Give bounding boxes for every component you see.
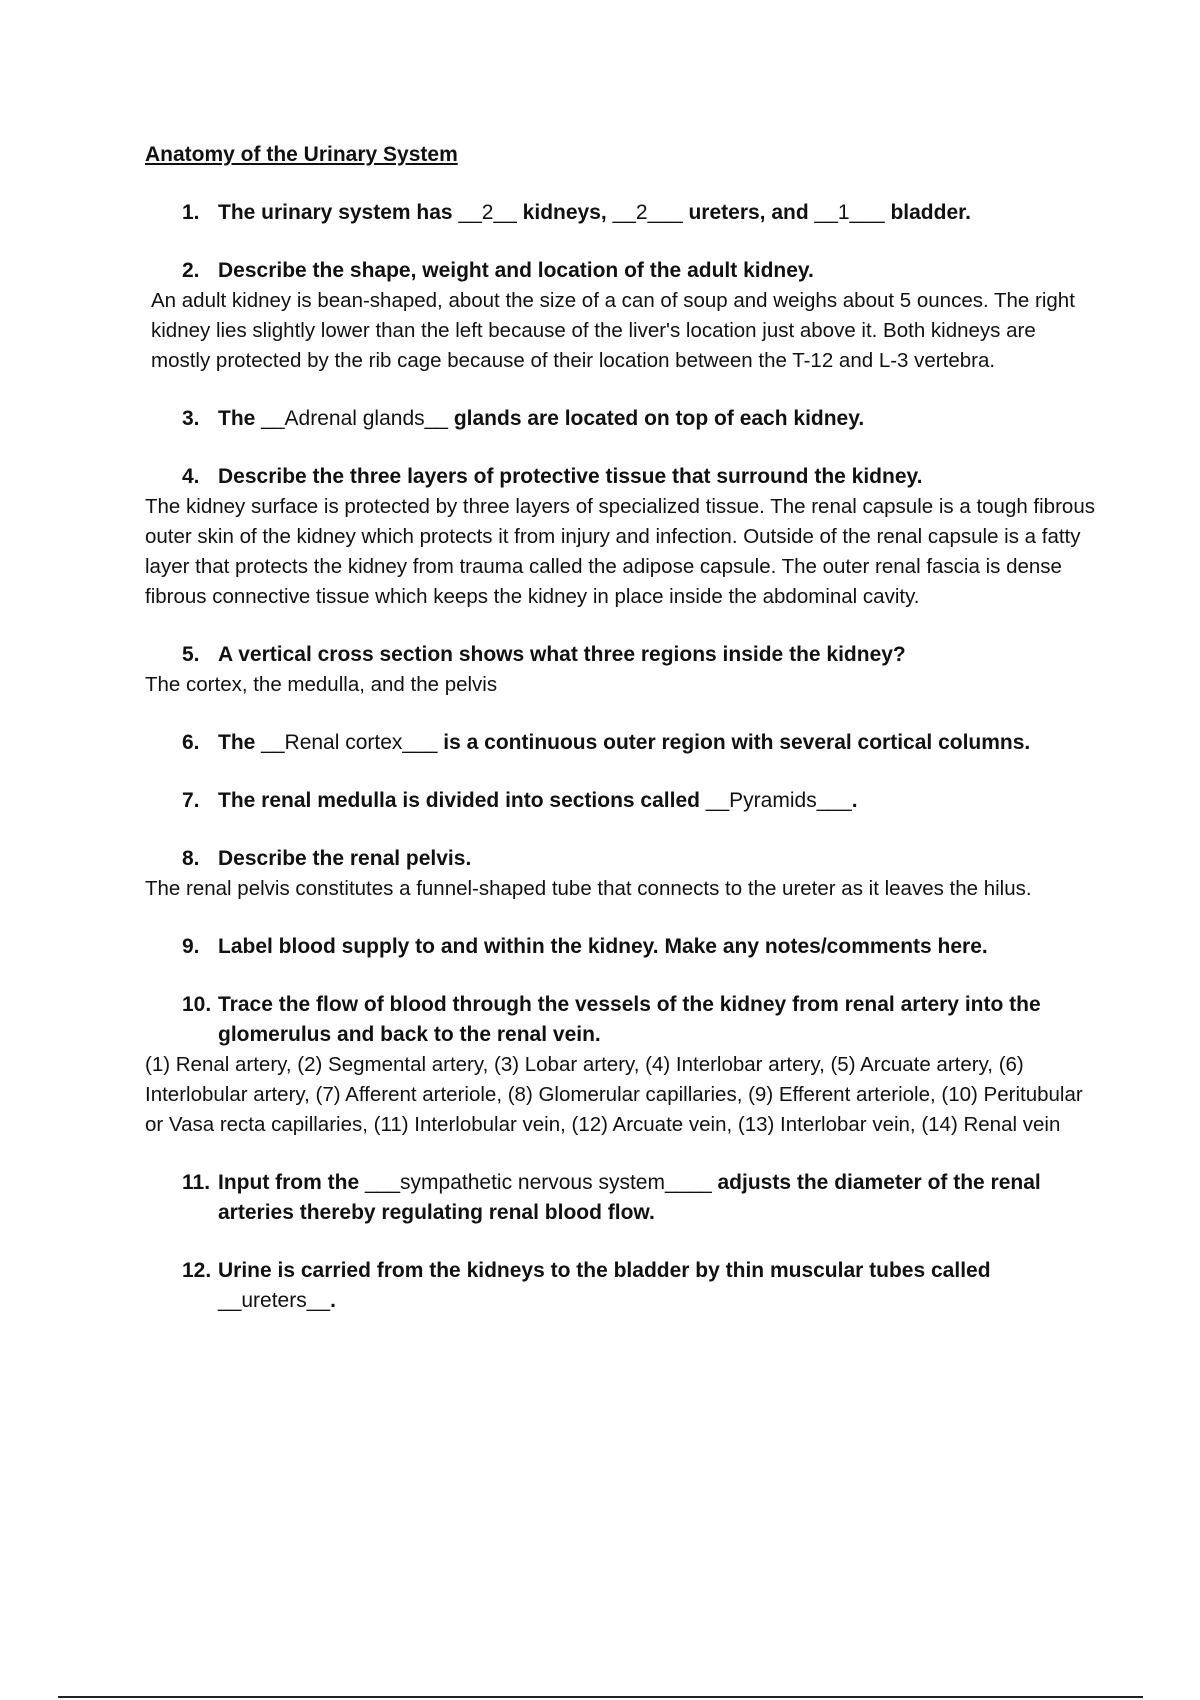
question-number: 2. [182, 259, 200, 282]
page-title: Anatomy of the Urinary System [145, 143, 458, 166]
question-text-part: The urinary system has [218, 201, 459, 224]
fill-in-answer: __Adrenal glands__ [261, 407, 448, 430]
question-10 [145, 990, 1095, 1050]
worksheet [145, 140, 1095, 1316]
question-text: A vertical cross section shows what three regions inside the kidney? [218, 643, 906, 666]
question-number: 4. [182, 465, 200, 488]
question-6 [145, 728, 1095, 758]
question-text-part: . [330, 1289, 336, 1312]
question-3 [145, 404, 1095, 434]
question-text: Trace the flow of blood through the vessels of the kidney from renal artery into the glomerulus and back to the renal vein. [218, 993, 1041, 1046]
question-text-part: Urine is carried from the kidneys to the bladder by thin muscular tubes called [218, 1259, 991, 1282]
question-text [218, 728, 1095, 758]
question-number: 12. [182, 1259, 212, 1282]
question-text-part: The [218, 731, 262, 754]
question-text-part: The [218, 407, 262, 430]
question-number: 11. [182, 1171, 211, 1194]
fill-in-answer: __2__ [458, 201, 517, 224]
fill-in-answer: __1___ [814, 201, 885, 224]
question-text [218, 198, 1095, 228]
question-number: 7. [182, 789, 200, 812]
question-text-part: ureters, and [682, 201, 815, 224]
answer-text: The cortex, the medulla, and the pelvis [145, 673, 498, 696]
question-8 [145, 844, 1095, 874]
question-number: 9. [182, 935, 200, 958]
fill-in-answer: ___sympathetic nervous system____ [364, 1171, 712, 1194]
question-number: 1. [182, 201, 200, 224]
question-number: 8. [182, 847, 200, 870]
question-text-part: glands are located on top of each kidney. [448, 407, 865, 430]
question-text: Label blood supply to and within the kidney. Make any notes/comments here. [218, 935, 988, 958]
question-7 [145, 786, 1095, 816]
question-number: 5. [182, 643, 200, 666]
answer-text: An adult kidney is bean-shaped, about the size of a can of soup and weighs about 5 ounces. The right kidney lies slightly lower than the left because of the liver's location just above it. Both kidneys are mostly protected by the rib cage because of their location between the T-12 and L-3 vertebra. [151, 289, 1075, 372]
fill-in-answer: __ureters__ [218, 1289, 331, 1312]
question-text: Describe the shape, weight and location of the adult kidney. [218, 259, 814, 282]
question-text-part: adjusts the diameter of the renal arteries thereby regulating renal blood flow. [218, 1171, 1041, 1224]
question-1 [145, 198, 1095, 228]
fill-in-answer: __2___ [612, 201, 683, 224]
question-11 [145, 1168, 1095, 1228]
question-12 [145, 1256, 1095, 1316]
question-text-part: kidneys, [516, 201, 613, 224]
question-number: 10. [182, 993, 212, 1016]
question-text-part: is a continuous outer region with several cortical columns. [437, 731, 1031, 754]
question-9 [145, 932, 1095, 962]
answer-text: The kidney surface is protected by three layers of specialized tissue. The renal capsule is a tough fibrous outer skin of the kidney which protects it from injury and infection. Outside of the renal capsule is a fatty layer that protects the kidney from trauma called the adipose capsule. The outer renal fascia is dense fibrous connective tissue which keeps the kidney in place inside the abdominal cavity. [145, 495, 1095, 608]
question-text [218, 1256, 1095, 1316]
question-text [218, 786, 1095, 816]
question-4 [145, 462, 1095, 492]
question-text-part: The renal medulla is divided into sections called [218, 789, 706, 812]
question-text [218, 1168, 1095, 1228]
question-text: Describe the three layers of protective tissue that surround the kidney. [218, 465, 923, 488]
answer-text: The renal pelvis constitutes a funnel-shaped tube that connects to the ureter as it leaves the hilus. [145, 877, 1032, 900]
question-text: Describe the renal pelvis. [218, 847, 472, 870]
question-text-part: . [851, 789, 858, 812]
question-5 [145, 640, 1095, 670]
question-text-part: Input from the [218, 1171, 365, 1194]
question-number: 6. [182, 731, 200, 754]
question-number: 3. [182, 407, 200, 430]
question-text [218, 404, 1095, 434]
question-text-part: bladder. [884, 201, 971, 224]
answer-text: (1) Renal artery, (2) Segmental artery, (3) Lobar artery, (4) Interlobar artery, (5) Arcuate artery, (6) Interlobular artery, (7) Afferent arteriole, (8) Glomerular capillaries, (9) Efferent arteriole, (10) Peritubular or Vasa recta capillaries, (11) Interlobular vein, (12) Arcuate vein, (13) Interlobar vein, (14) Renal vein [145, 1053, 1083, 1136]
fill-in-answer: __Pyramids___ [705, 789, 852, 812]
footer-divider [58, 1696, 1143, 1698]
question-2 [145, 256, 1095, 286]
fill-in-answer: __Renal cortex___ [261, 731, 438, 754]
